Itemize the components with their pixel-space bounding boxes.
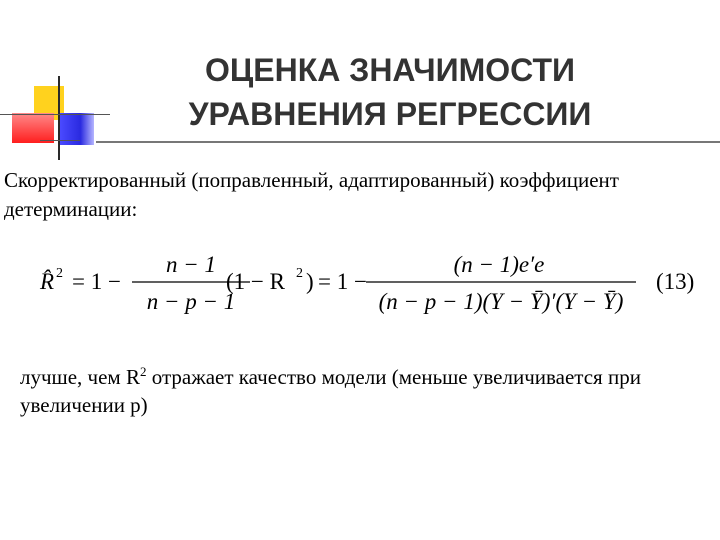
note-before: лучше, чем R xyxy=(20,365,140,389)
formula-lhs: R̂ xyxy=(40,269,55,294)
logo-short-line xyxy=(40,140,80,141)
formula-mid-close: ) xyxy=(306,269,314,294)
formula-mid: (1 − R xyxy=(226,269,285,294)
formula-mid-sup: 2 xyxy=(296,266,303,281)
formula-eq2: = 1 − xyxy=(318,269,367,294)
frac1-numerator: n − 1 xyxy=(165,252,217,277)
logo-vertical-line xyxy=(58,76,60,160)
title-divider xyxy=(96,141,720,143)
slide-title xyxy=(150,48,630,136)
note-after: отражает качество модели (меньше увеличивается при увеличении p) xyxy=(20,365,641,417)
title-line-2: УРАВНЕНИЯ РЕГРЕССИИ xyxy=(188,96,592,132)
logo-red-square xyxy=(12,113,54,143)
logo-horizontal-line xyxy=(0,114,110,115)
frac2-denominator: (n − p − 1)(Y − Ȳ)′(Y − Ȳ) xyxy=(378,289,624,314)
note-text xyxy=(20,358,710,419)
adjusted-r2-formula xyxy=(36,245,720,320)
equation-number: (13) xyxy=(656,269,695,294)
intro-text: Скорректированный (поправленный, адаптированный) коэффициент детерминации: xyxy=(4,168,619,221)
title-line-1: ОЦЕНКА ЗНАЧИМОСТИ xyxy=(205,52,575,88)
formula-eq1: = 1 − xyxy=(72,269,121,294)
formula-lhs-sup: 2 xyxy=(56,266,63,281)
note-sup: 2 xyxy=(139,364,147,379)
frac1-denominator: n − p − 1 xyxy=(146,289,236,314)
frac2-numerator: (n − 1)e′e xyxy=(453,252,545,277)
